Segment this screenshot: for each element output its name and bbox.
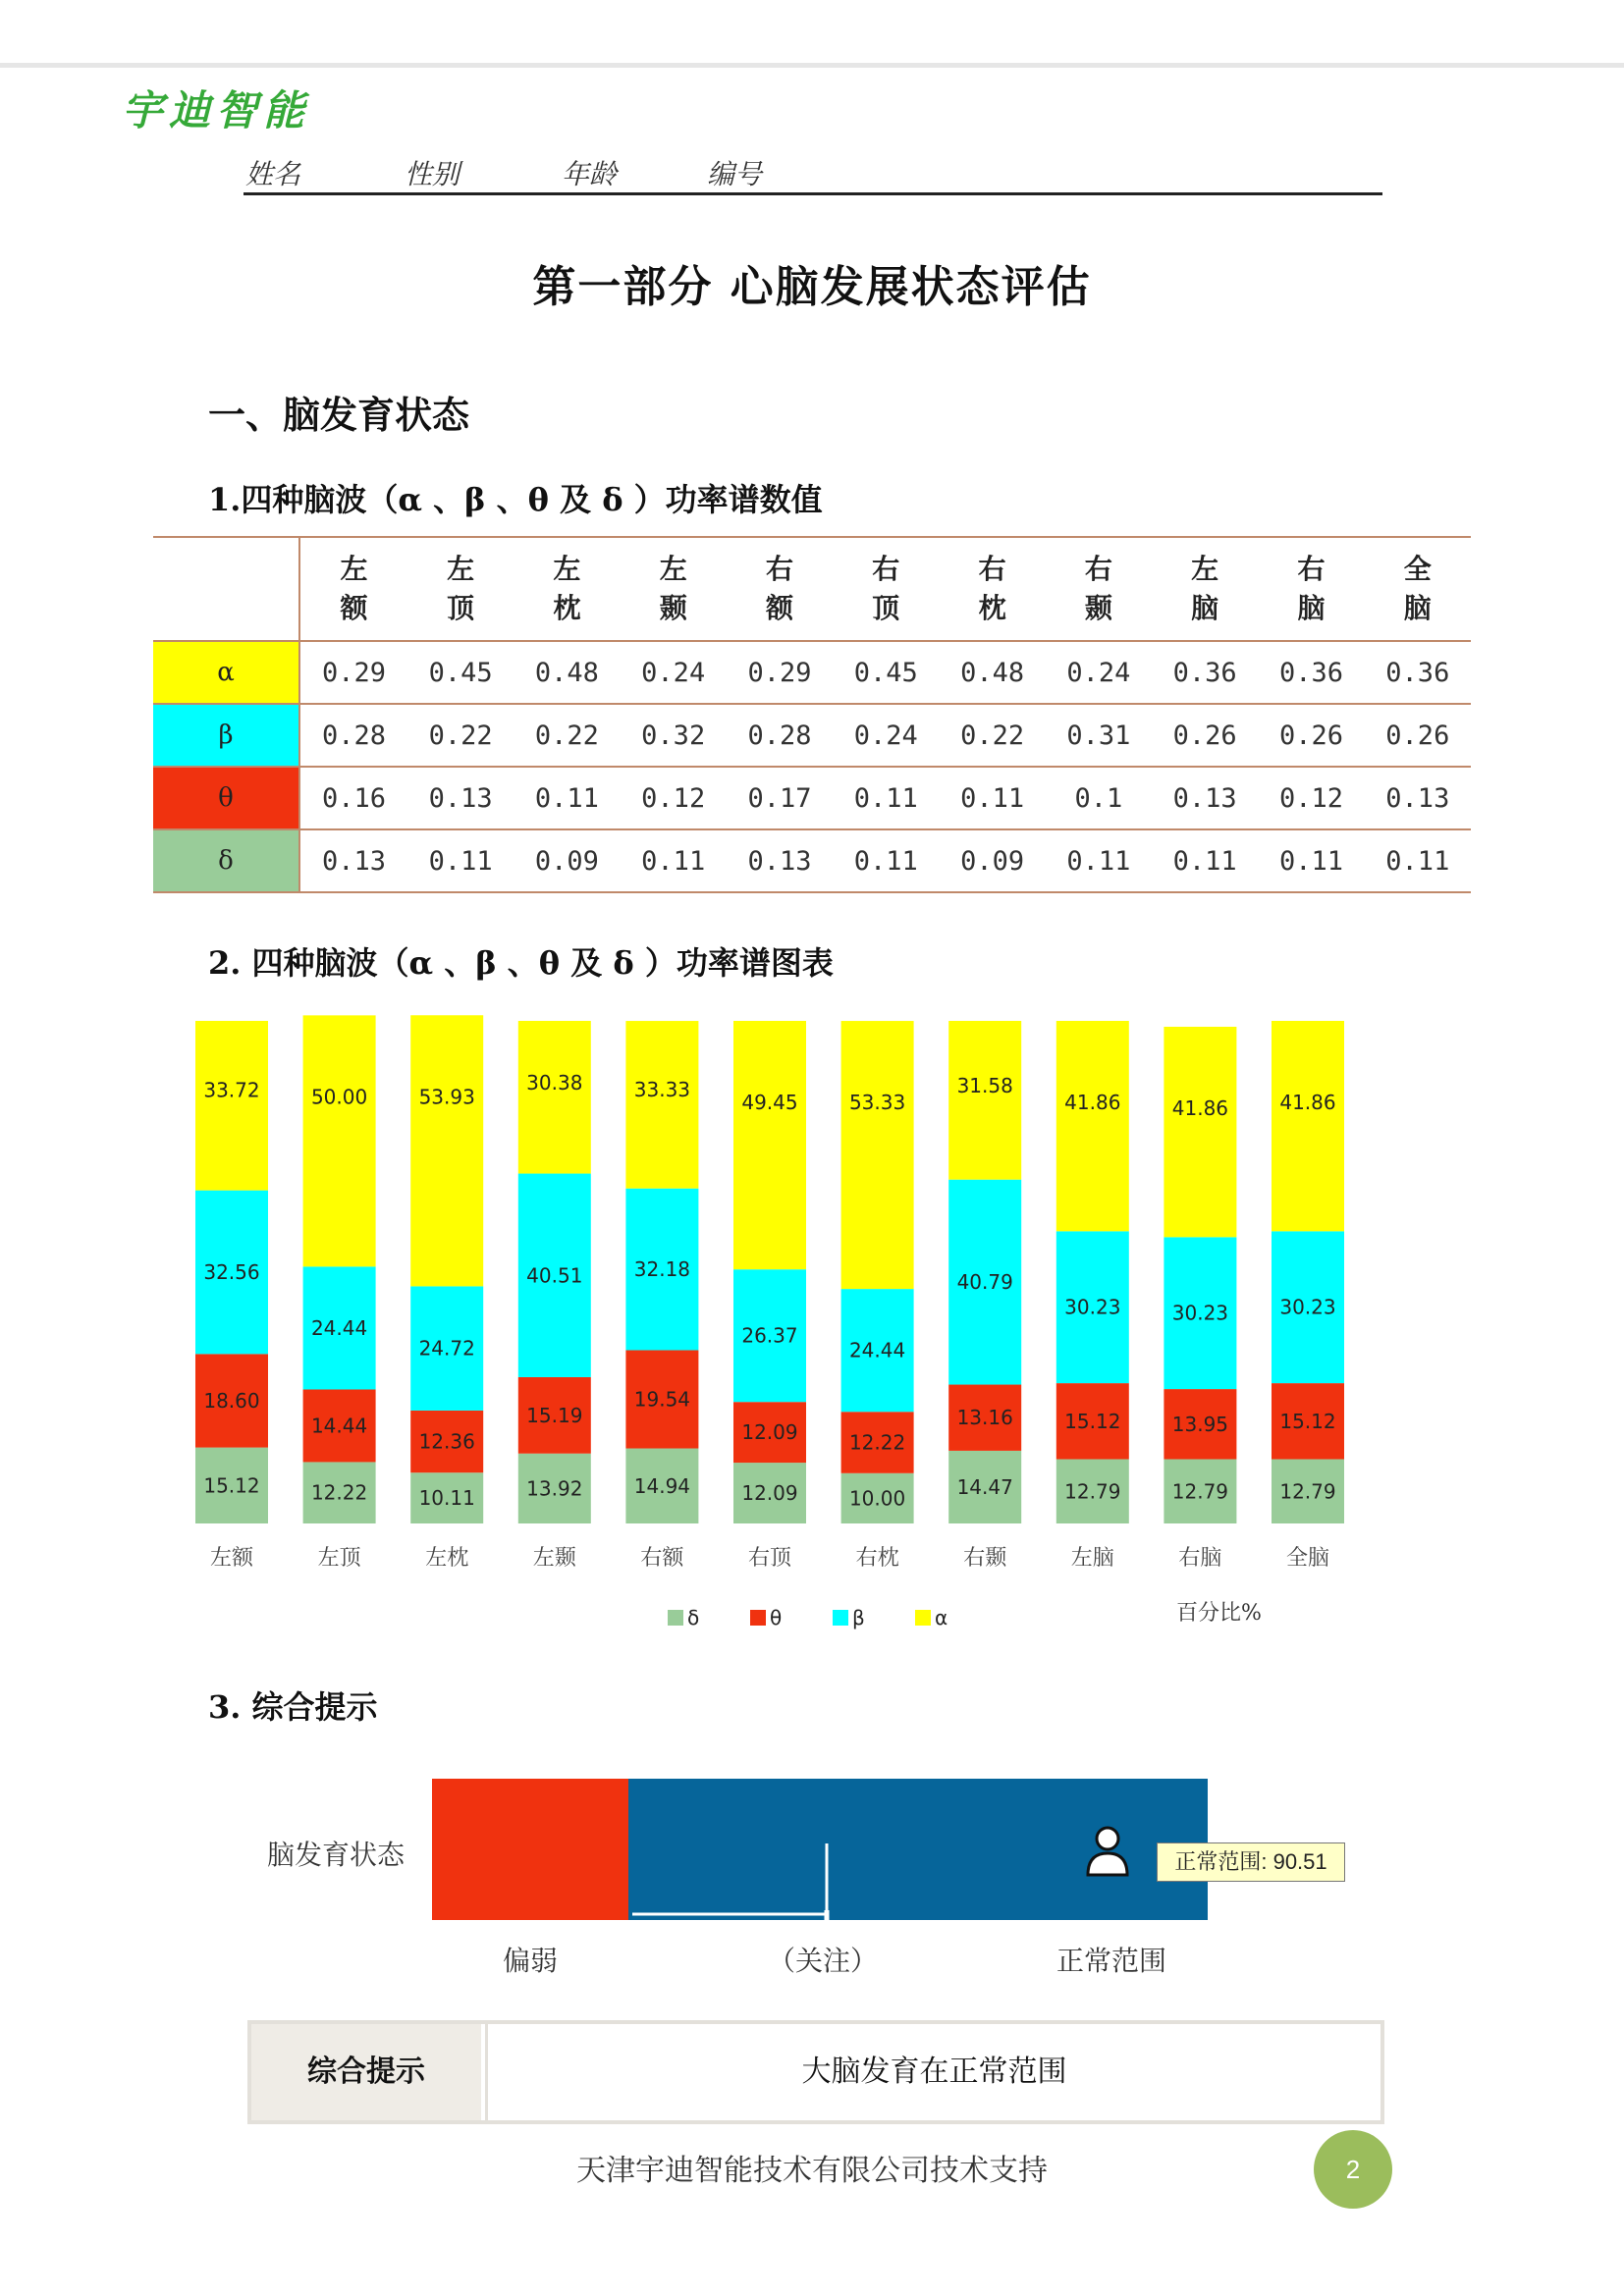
bar-value-label: 53.93	[418, 1085, 475, 1109]
bar-value-label: 18.60	[203, 1388, 260, 1413]
category-label: 左额	[209, 1546, 254, 1571]
table-row	[153, 767, 1471, 829]
value-cell: 0.45	[833, 641, 939, 704]
bar-segment	[733, 1021, 806, 1269]
value-cell: 0.31	[1046, 704, 1152, 767]
bar-value-label: 12.09	[741, 1481, 798, 1506]
value-cell: 0.09	[514, 829, 620, 892]
bar-value-label: 12.36	[418, 1429, 475, 1454]
bar-segment	[410, 1015, 483, 1286]
summary-text: 大脑发育在正常范围	[485, 2024, 1380, 2120]
value-cell: 0.12	[1258, 767, 1364, 829]
value-cell: 0.24	[621, 641, 727, 704]
wave-label-cell: θ	[153, 767, 299, 829]
legend-label: δ	[687, 1606, 700, 1629]
bar-segment	[195, 1021, 268, 1191]
person-icon	[1084, 1824, 1131, 1879]
bar-value-label: 24.72	[418, 1336, 475, 1361]
category-label: 右顶	[747, 1546, 792, 1571]
table-header-row	[153, 537, 1471, 641]
summary-heading: 3. 综合提示	[208, 1688, 378, 1726]
value-cell: 0.22	[407, 704, 514, 767]
bar-value-label: 40.51	[526, 1263, 583, 1288]
column-header: 全 脑	[1365, 537, 1471, 641]
bar-value-label: 12.79	[1279, 1479, 1336, 1504]
footer-text: 天津宇迪智能技术有限公司技术支持	[576, 2154, 1048, 2188]
bar-value-label: 14.47	[956, 1474, 1013, 1499]
category-label: 右枕	[855, 1546, 899, 1571]
value-cell: 0.22	[939, 704, 1045, 767]
column-header: 左 枕	[514, 537, 620, 641]
bar-value-label: 14.44	[310, 1414, 368, 1438]
legend-swatch	[915, 1610, 931, 1626]
bar-value-label: 24.44	[848, 1338, 906, 1362]
bar-value-label: 12.79	[1171, 1479, 1229, 1504]
bar-value-label: 24.44	[310, 1315, 368, 1340]
bar-value-label: 32.18	[633, 1257, 691, 1282]
legend-label: β	[852, 1606, 865, 1629]
bar-value-label: 53.33	[848, 1091, 906, 1115]
gauge-value-tooltip: 正常范围: 90.51	[1157, 1842, 1345, 1882]
bar-segment	[1056, 1021, 1129, 1231]
category-label: 左顶	[317, 1546, 361, 1571]
column-header: 右 额	[727, 537, 833, 641]
bar-value-label: 41.86	[1171, 1095, 1229, 1120]
value-cell: 0.11	[1258, 829, 1364, 892]
value-cell: 0.11	[1046, 829, 1152, 892]
summary-label: 综合提示	[251, 2024, 481, 2120]
value-cell: 0.11	[1152, 829, 1258, 892]
legend-swatch	[750, 1610, 766, 1626]
company-logo: 宇迪智能	[122, 86, 311, 134]
legend-swatch	[668, 1610, 683, 1626]
power-chart-heading: 2. 四种脑波（α 、β 、θ 及 δ ）功率谱图表	[208, 944, 834, 982]
range-label-attention: （关注）	[768, 1945, 879, 1977]
wave-label-cell: α	[153, 641, 299, 704]
value-cell: 0.11	[833, 767, 939, 829]
column-header: 左 额	[299, 537, 407, 641]
value-cell: 0.11	[939, 767, 1045, 829]
value-cell: 0.13	[1152, 767, 1258, 829]
value-cell: 0.13	[407, 767, 514, 829]
bar-value-label: 15.19	[526, 1403, 583, 1427]
legend-label: θ	[770, 1606, 783, 1629]
bar-value-label: 30.23	[1279, 1295, 1336, 1319]
value-cell: 0.24	[833, 704, 939, 767]
bar-value-label: 30.23	[1064, 1295, 1121, 1319]
table-row	[153, 704, 1471, 767]
bar-value-label: 13.92	[526, 1476, 583, 1501]
top-divider	[0, 63, 1624, 68]
category-label: 左脑	[1070, 1546, 1114, 1571]
bar-value-label: 30.23	[1171, 1301, 1229, 1325]
value-cell: 0.36	[1152, 641, 1258, 704]
gender-label: 性别	[405, 158, 460, 190]
age-label: 年龄	[562, 158, 618, 190]
category-label: 全脑	[1285, 1546, 1330, 1571]
column-header: 右 脑	[1258, 537, 1364, 641]
bar-value-label: 50.00	[310, 1085, 368, 1109]
value-cell: 0.32	[621, 704, 727, 767]
bar-segment	[518, 1021, 591, 1174]
bar-value-label: 12.22	[310, 1480, 368, 1505]
category-label: 右额	[640, 1546, 684, 1571]
range-label-normal: 正常范围	[1056, 1945, 1167, 1977]
value-cell: 0.24	[1046, 641, 1152, 704]
value-cell: 0.36	[1258, 641, 1364, 704]
bar-value-label: 26.37	[741, 1323, 798, 1348]
bar-value-label: 15.12	[1064, 1409, 1121, 1433]
id-label: 编号	[707, 158, 763, 190]
bar-value-label: 12.09	[741, 1420, 798, 1445]
value-cell: 0.45	[407, 641, 514, 704]
value-cell: 0.12	[621, 767, 727, 829]
bar-value-label: 10.00	[848, 1486, 906, 1511]
category-label: 右颞	[963, 1546, 1007, 1571]
bar-value-label: 33.72	[203, 1078, 260, 1102]
bar-segment	[625, 1021, 698, 1189]
value-cell: 0.16	[299, 767, 407, 829]
value-cell: 0.11	[407, 829, 514, 892]
column-header: 左 顶	[407, 537, 514, 641]
value-cell: 0.1	[1046, 767, 1152, 829]
stacked-bar-chart	[177, 1001, 1394, 1629]
table-row	[153, 641, 1471, 704]
page-title: 第一部分 心脑发展状态评估	[532, 262, 1092, 312]
value-cell: 0.36	[1365, 641, 1471, 704]
column-header: 右 顶	[833, 537, 939, 641]
power-spectrum-table	[153, 536, 1471, 893]
table-row	[153, 829, 1471, 892]
bar-value-label: 15.12	[1279, 1409, 1336, 1433]
patient-info-row	[244, 147, 1382, 195]
bar-value-label: 10.11	[418, 1486, 475, 1511]
power-spectrum-chart	[177, 1001, 1394, 1633]
value-cell: 0.26	[1258, 704, 1364, 767]
chart-unit-label: 百分比%	[1176, 1601, 1262, 1626]
column-header: 右 颞	[1046, 537, 1152, 641]
summary-box	[247, 2020, 1384, 2124]
bar-value-label: 41.86	[1279, 1091, 1336, 1114]
bar-value-label: 30.38	[526, 1070, 583, 1095]
column-header: 右 枕	[939, 537, 1045, 641]
bar-value-label: 13.16	[956, 1406, 1013, 1430]
range-label-weak: 偏弱	[503, 1945, 559, 1977]
bar-value-label: 33.33	[633, 1077, 691, 1101]
bar-segment	[1272, 1021, 1344, 1231]
value-cell: 0.22	[514, 704, 620, 767]
page-number: 2	[1314, 2130, 1392, 2209]
value-cell: 0.17	[727, 767, 833, 829]
bar-segment	[1164, 1027, 1236, 1237]
value-cell: 0.28	[727, 704, 833, 767]
value-cell: 0.48	[514, 641, 620, 704]
value-cell: 0.28	[299, 704, 407, 767]
value-cell: 0.29	[299, 641, 407, 704]
bar-value-label: 12.79	[1064, 1479, 1121, 1504]
value-cell: 0.13	[299, 829, 407, 892]
bar-value-label: 13.95	[1171, 1412, 1229, 1436]
bar-value-label: 12.22	[848, 1430, 906, 1455]
wave-label-cell: β	[153, 704, 299, 767]
category-label: 右脑	[1178, 1546, 1222, 1571]
bar-value-label: 19.54	[633, 1387, 691, 1412]
legend-label: α	[935, 1606, 948, 1629]
value-cell: 0.26	[1152, 704, 1258, 767]
power-values-heading: 1.四种脑波（α 、β 、θ 及 δ ）功率谱数值	[208, 481, 823, 518]
value-cell: 0.48	[939, 641, 1045, 704]
value-cell: 0.11	[621, 829, 727, 892]
category-label: 左颞	[532, 1546, 576, 1571]
column-header: 左 颞	[621, 537, 727, 641]
table-corner-cell	[153, 537, 299, 641]
value-cell: 0.09	[939, 829, 1045, 892]
bar-value-label: 40.79	[956, 1270, 1013, 1295]
bar-segment	[303, 1015, 376, 1266]
gauge-label: 脑发育状态	[267, 1839, 406, 1871]
legend-swatch	[833, 1610, 848, 1626]
bar-value-label: 41.86	[1064, 1091, 1121, 1114]
name-label: 姓名	[245, 158, 301, 190]
section-title: 一、脑发育状态	[208, 393, 470, 437]
value-cell: 0.11	[833, 829, 939, 892]
value-cell: 0.13	[1365, 767, 1471, 829]
bar-value-label: 15.12	[203, 1473, 260, 1498]
value-cell: 0.11	[1365, 829, 1471, 892]
bar-value-label: 14.94	[633, 1473, 691, 1498]
bar-value-label: 31.58	[956, 1073, 1013, 1097]
bar-segment	[841, 1021, 914, 1289]
bar-value-label: 49.45	[741, 1091, 798, 1114]
value-cell: 0.11	[514, 767, 620, 829]
wave-label-cell: δ	[153, 829, 299, 892]
category-label: 左枕	[425, 1546, 469, 1571]
value-cell: 0.26	[1365, 704, 1471, 767]
bar-value-label: 32.56	[203, 1260, 260, 1284]
value-cell: 0.29	[727, 641, 833, 704]
value-cell: 0.13	[727, 829, 833, 892]
column-header: 左 脑	[1152, 537, 1258, 641]
bar-segment	[948, 1021, 1021, 1180]
